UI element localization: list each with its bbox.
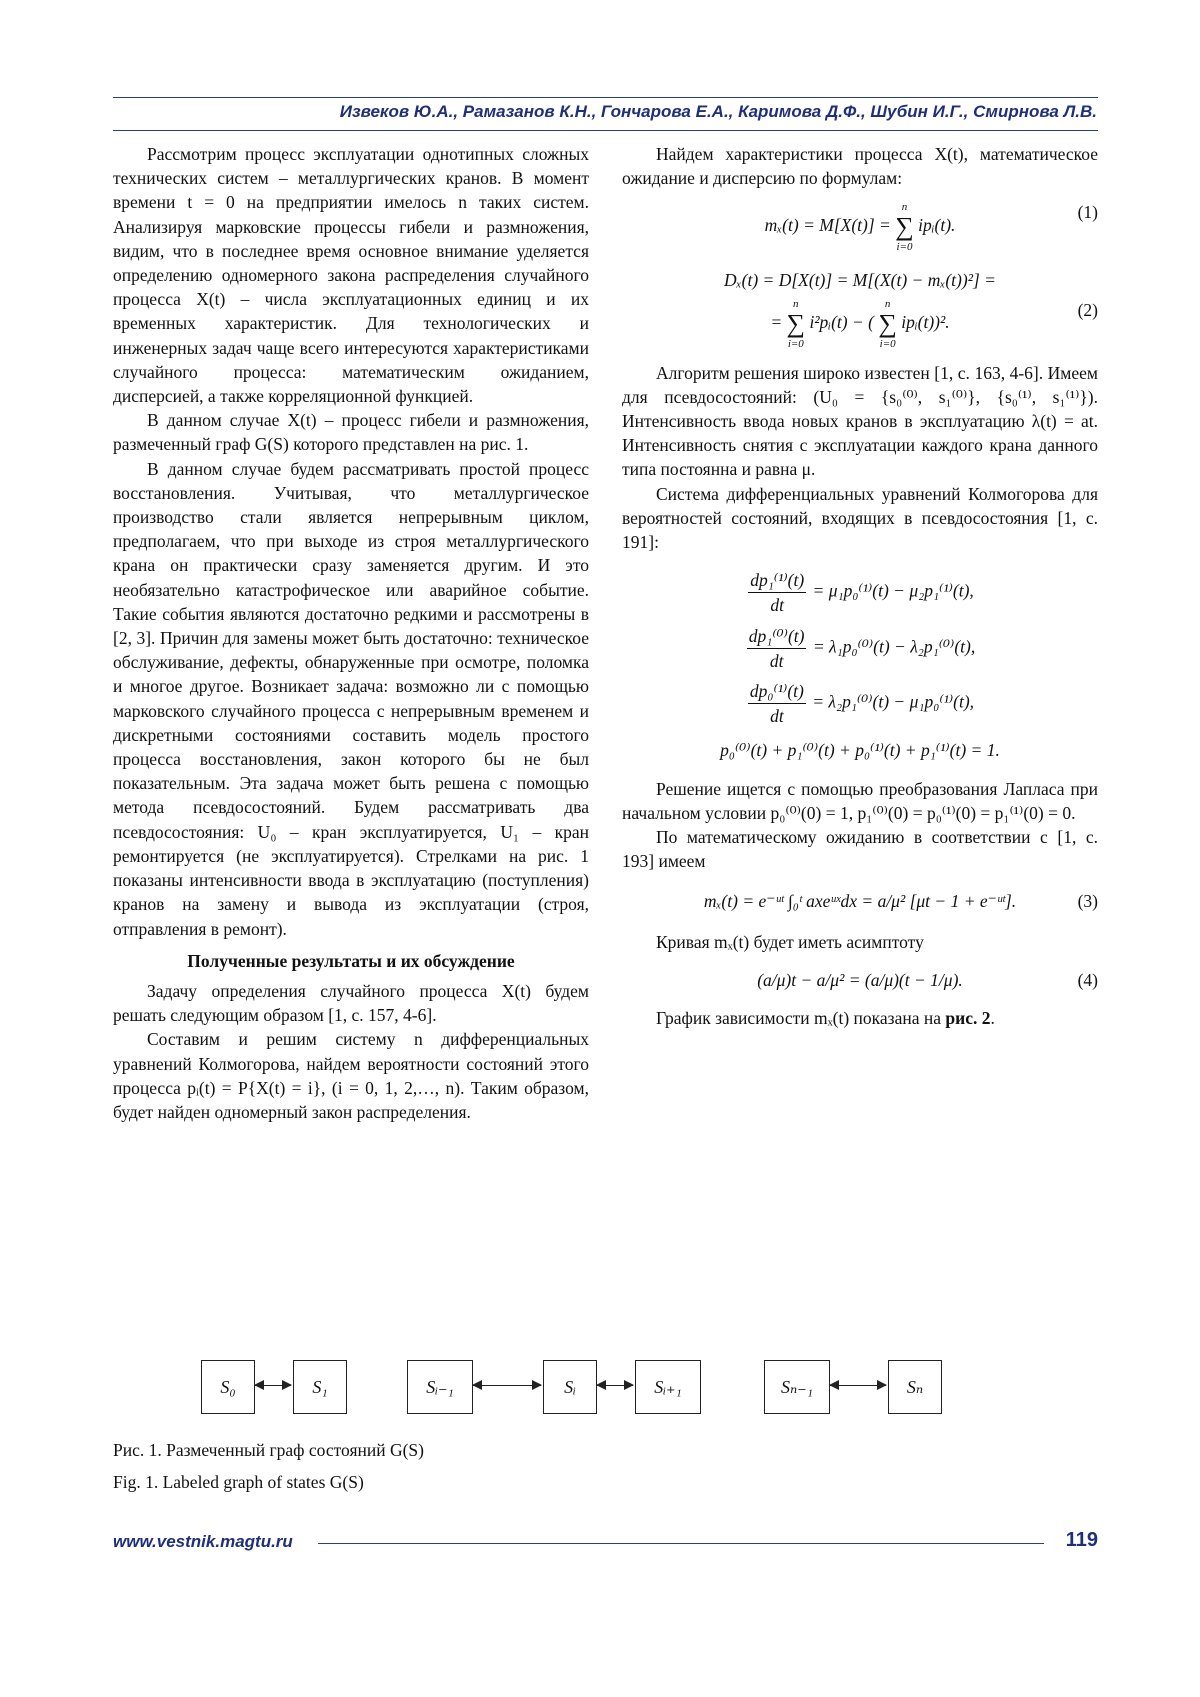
eq2-equals: = xyxy=(770,312,782,332)
eq1-lhs: mₓ(t) = M[X(t)] = xyxy=(765,215,891,235)
sys1-numerator: dp₁⁽¹⁾(t) xyxy=(748,568,806,593)
paragraph-intro: Рассмотрим процесс эксплуатации однотипных сложных технических систем – металлургических кранов. В момент времени t = 0 на предприятии имелось n таких систем. Анализируя марковские процессы гибели и размножения, видим, что в последнее время основное внимание уделяется определению одномерного закона распределения случайного процесса X(t) – числа эксплуатационных единиц и их временных характеристик. Для технологических и инженерных задач чаще всего интересуются характеристиками случайного процесса: математическим ожиданием, дисперсией, а также корреляционной функцией. xyxy=(113,142,589,408)
paragraph-fig2-ref xyxy=(622,1006,1098,1030)
paragraph-renewal-process: В данном случае будем рассматривать простой процесс восстановления. Учитывая, что металлургическое производство стали является непрерывным циклом, предполагаем, что при выходе из строя металлургического крана он практически сразу заменяется другим. И это необязательно катастрофическое или аварийное событие. Такие события являются достаточно редкими и рассмотрены в [2, 3]. Причин для замены может быть достаточно: техническое обслуживание, дефекты, обнаруженные при осмотре, поломка и многое другое. Возникает задача: возможно ли с помощью марковского случайного процесса с непрерывным временем и дискретными состояниями составить модель простого процесса восстановления, закон которого бы не был показательным. Эта задача может быть решена с помощью метода псевдосостояний. Будем рассматривать два псевдосостояния: U₀ – кран эксплуатируется, U₁ – кран ремонтируется (не эксплуатируется). Стрелками на рис. 1 показаны интенсивности ввода в эксплуатацию (поступления) кранов на замену и вывода из эксплуатации (строя, отправления в ремонт). xyxy=(113,457,589,941)
paragraph-asymptote: Кривая mₓ(t) будет иметь асимптоту xyxy=(622,930,1098,954)
figure-caption-en: Fig. 1. Labeled graph of states G(S) xyxy=(113,1472,364,1493)
sum-upper: n xyxy=(895,200,914,214)
state-node-s0: S₀ xyxy=(201,1360,255,1414)
sys1-denominator: dt xyxy=(748,593,806,617)
system-eq-normalization: p₀⁽⁰⁾(t) + p₁⁽⁰⁾(t) + p₀⁽¹⁾(t) + p₁⁽¹⁾(t) = 1. xyxy=(622,738,1098,762)
system-eq-3 xyxy=(622,679,1098,728)
right-column xyxy=(622,142,1098,1030)
sum-upper: n xyxy=(787,297,806,311)
eq3-body: mₓ(t) = e⁻ᵘᵗ ∫₀ᵗ axeᵘˣdx = a/μ² [μt − 1 + e⁻ᵘᵗ]. xyxy=(704,891,1016,911)
eq2-term-1: i²pᵢ(t) − ( xyxy=(809,312,874,332)
bidirectional-arrow xyxy=(830,1385,886,1386)
bidirectional-arrow xyxy=(597,1385,633,1386)
equation-4 xyxy=(622,968,1098,992)
running-header-authors: Извеков Ю.А., Рамазанов К.Н., Гончарова Е.А., Каримова Д.Ф., Шубин И.Г., Смирнова Л.В. xyxy=(112,102,1097,122)
sum-lower: i=0 xyxy=(895,240,914,254)
equation-number-3: (3) xyxy=(1078,889,1098,913)
sys2-denominator: dt xyxy=(747,649,807,673)
sum-symbol: n ∑ i=0 xyxy=(787,297,806,351)
fig2-ref-text: График зависимости mₓ(t) показана на xyxy=(656,1008,945,1028)
paragraph-system-intro: Система дифференциальных уравнений Колмогорова для вероятностей состояний, входящих в псевдосостояния [1, с. 191]: xyxy=(622,482,1098,555)
paragraph-graph-ref: В данном случае X(t) – процесс гибели и размножения, размеченный граф G(S) которого представлен на рис. 1. xyxy=(113,408,589,456)
eq1-rhs: ipᵢ(t). xyxy=(918,215,955,235)
paragraph-kolmogorov: Составим и решим систему n дифференциальных уравнений Колмогорова, найдем вероятности состояний этого процесса pᵢ(t) = P{X(t) = i}, (i = 0, 1, 2,…, n). Таким образом, будет найден одномерный закон распределения. xyxy=(113,1027,589,1124)
paragraph-expectation: По математическому ожиданию в соответствии с [1, с. 193] имеем xyxy=(622,825,1098,873)
fig2-ref-link: рис. 2 xyxy=(945,1008,990,1028)
state-node-s-n: Sₙ xyxy=(888,1360,942,1414)
state-graph-diagram xyxy=(113,1360,1098,1420)
state-node-s-i: Sᵢ xyxy=(543,1360,597,1414)
sum-symbol: n ∑ i=0 xyxy=(895,200,914,254)
sys1-rhs: = μ₁p₀⁽¹⁾(t) − μ₂p₁⁽¹⁾(t), xyxy=(813,581,974,601)
eq4-body: (a/μ)t − a/μ² = (a/μ)(t − 1/μ). xyxy=(757,970,963,990)
paragraph-laplace: Решение ищется с помощью преобразования Лапласа при начальном условии p₀⁽⁰⁾(0) = 1, p₁⁽⁰⁾(0) = p₀⁽¹⁾(0) = p₁⁽¹⁾(0) = 0. xyxy=(622,777,1098,825)
system-eq-2 xyxy=(622,624,1098,673)
section-title: Полученные результаты и их обсуждение xyxy=(113,949,589,973)
eq2-line-2 xyxy=(622,297,1098,351)
eq2-term-2: ipᵢ(t))². xyxy=(901,312,949,332)
state-node-s-n-minus-1: Sₙ₋₁ xyxy=(764,1360,830,1414)
equation-1 xyxy=(622,200,1098,254)
paragraph-task: Задачу определения случайного процесса X(t) будем решать следующим образом [1, с. 157, 4-6]. xyxy=(113,979,589,1027)
equation-number-4: (4) xyxy=(1078,968,1098,992)
header-rule-top xyxy=(113,97,1098,98)
sum-upper: n xyxy=(878,297,897,311)
paragraph-characteristics: Найдем характеристики процесса X(t), математическое ожидание и дисперсию по формулам: xyxy=(622,142,1098,190)
figure-caption-ru: Рис. 1. Размеченный граф состояний G(S) xyxy=(113,1440,424,1461)
equation-number-1: (1) xyxy=(1078,200,1098,224)
state-node-s1: S₁ xyxy=(293,1360,347,1414)
sum-lower: i=0 xyxy=(787,337,806,351)
header-rule-bottom xyxy=(113,130,1098,131)
equation-number-2: (2) xyxy=(1078,298,1098,322)
sum-symbol: n ∑ i=0 xyxy=(878,297,897,351)
sum-lower: i=0 xyxy=(878,337,897,351)
equation-2 xyxy=(622,268,1098,350)
equation-system xyxy=(622,568,1098,762)
paragraph-algorithm: Алгоритм решения широко известен [1, с. 163, 4-6]. Имеем для псевдосостояний: (U₀ = {s₀⁽⁰⁾, s₁⁽⁰⁾}, {s₀⁽¹⁾, s₁⁽¹⁾}). Интенсивность ввода новых кранов в эксплуатацию λ(t) = at. Интенсивность снятия с эксплуатации каждого крана данного типа постоянна и равна μ. xyxy=(622,361,1098,482)
eq2-line-1: Dₓ(t) = D[X(t)] = M[(X(t) − mₓ(t))²] = xyxy=(622,268,1098,292)
fig2-ref-end: . xyxy=(990,1008,994,1028)
bidirectional-arrow xyxy=(255,1385,291,1386)
journal-website-link[interactable]: www.vestnik.magtu.ru xyxy=(113,1532,293,1552)
footer-rule xyxy=(318,1543,1044,1544)
sys3-rhs: = λ₂p₁⁽⁰⁾(t) − μ₁p₀⁽¹⁾(t), xyxy=(812,692,974,712)
sys3-numerator: dp₀⁽¹⁾(t) xyxy=(748,679,806,704)
page-number: 119 xyxy=(1066,1529,1098,1552)
state-node-s-i-minus-1: Sᵢ₋₁ xyxy=(407,1360,473,1414)
left-column xyxy=(113,142,589,1124)
sys2-rhs: = λ₁p₀⁽⁰⁾(t) − λ₂p₁⁽⁰⁾(t), xyxy=(813,636,975,656)
state-node-s-i-plus-1: Sᵢ₊₁ xyxy=(635,1360,701,1414)
sys2-numerator: dp₁⁽⁰⁾(t) xyxy=(747,624,807,649)
bidirectional-arrow xyxy=(473,1385,541,1386)
system-eq-1 xyxy=(622,568,1098,617)
sys3-denominator: dt xyxy=(748,704,806,728)
equation-3 xyxy=(622,889,1098,913)
